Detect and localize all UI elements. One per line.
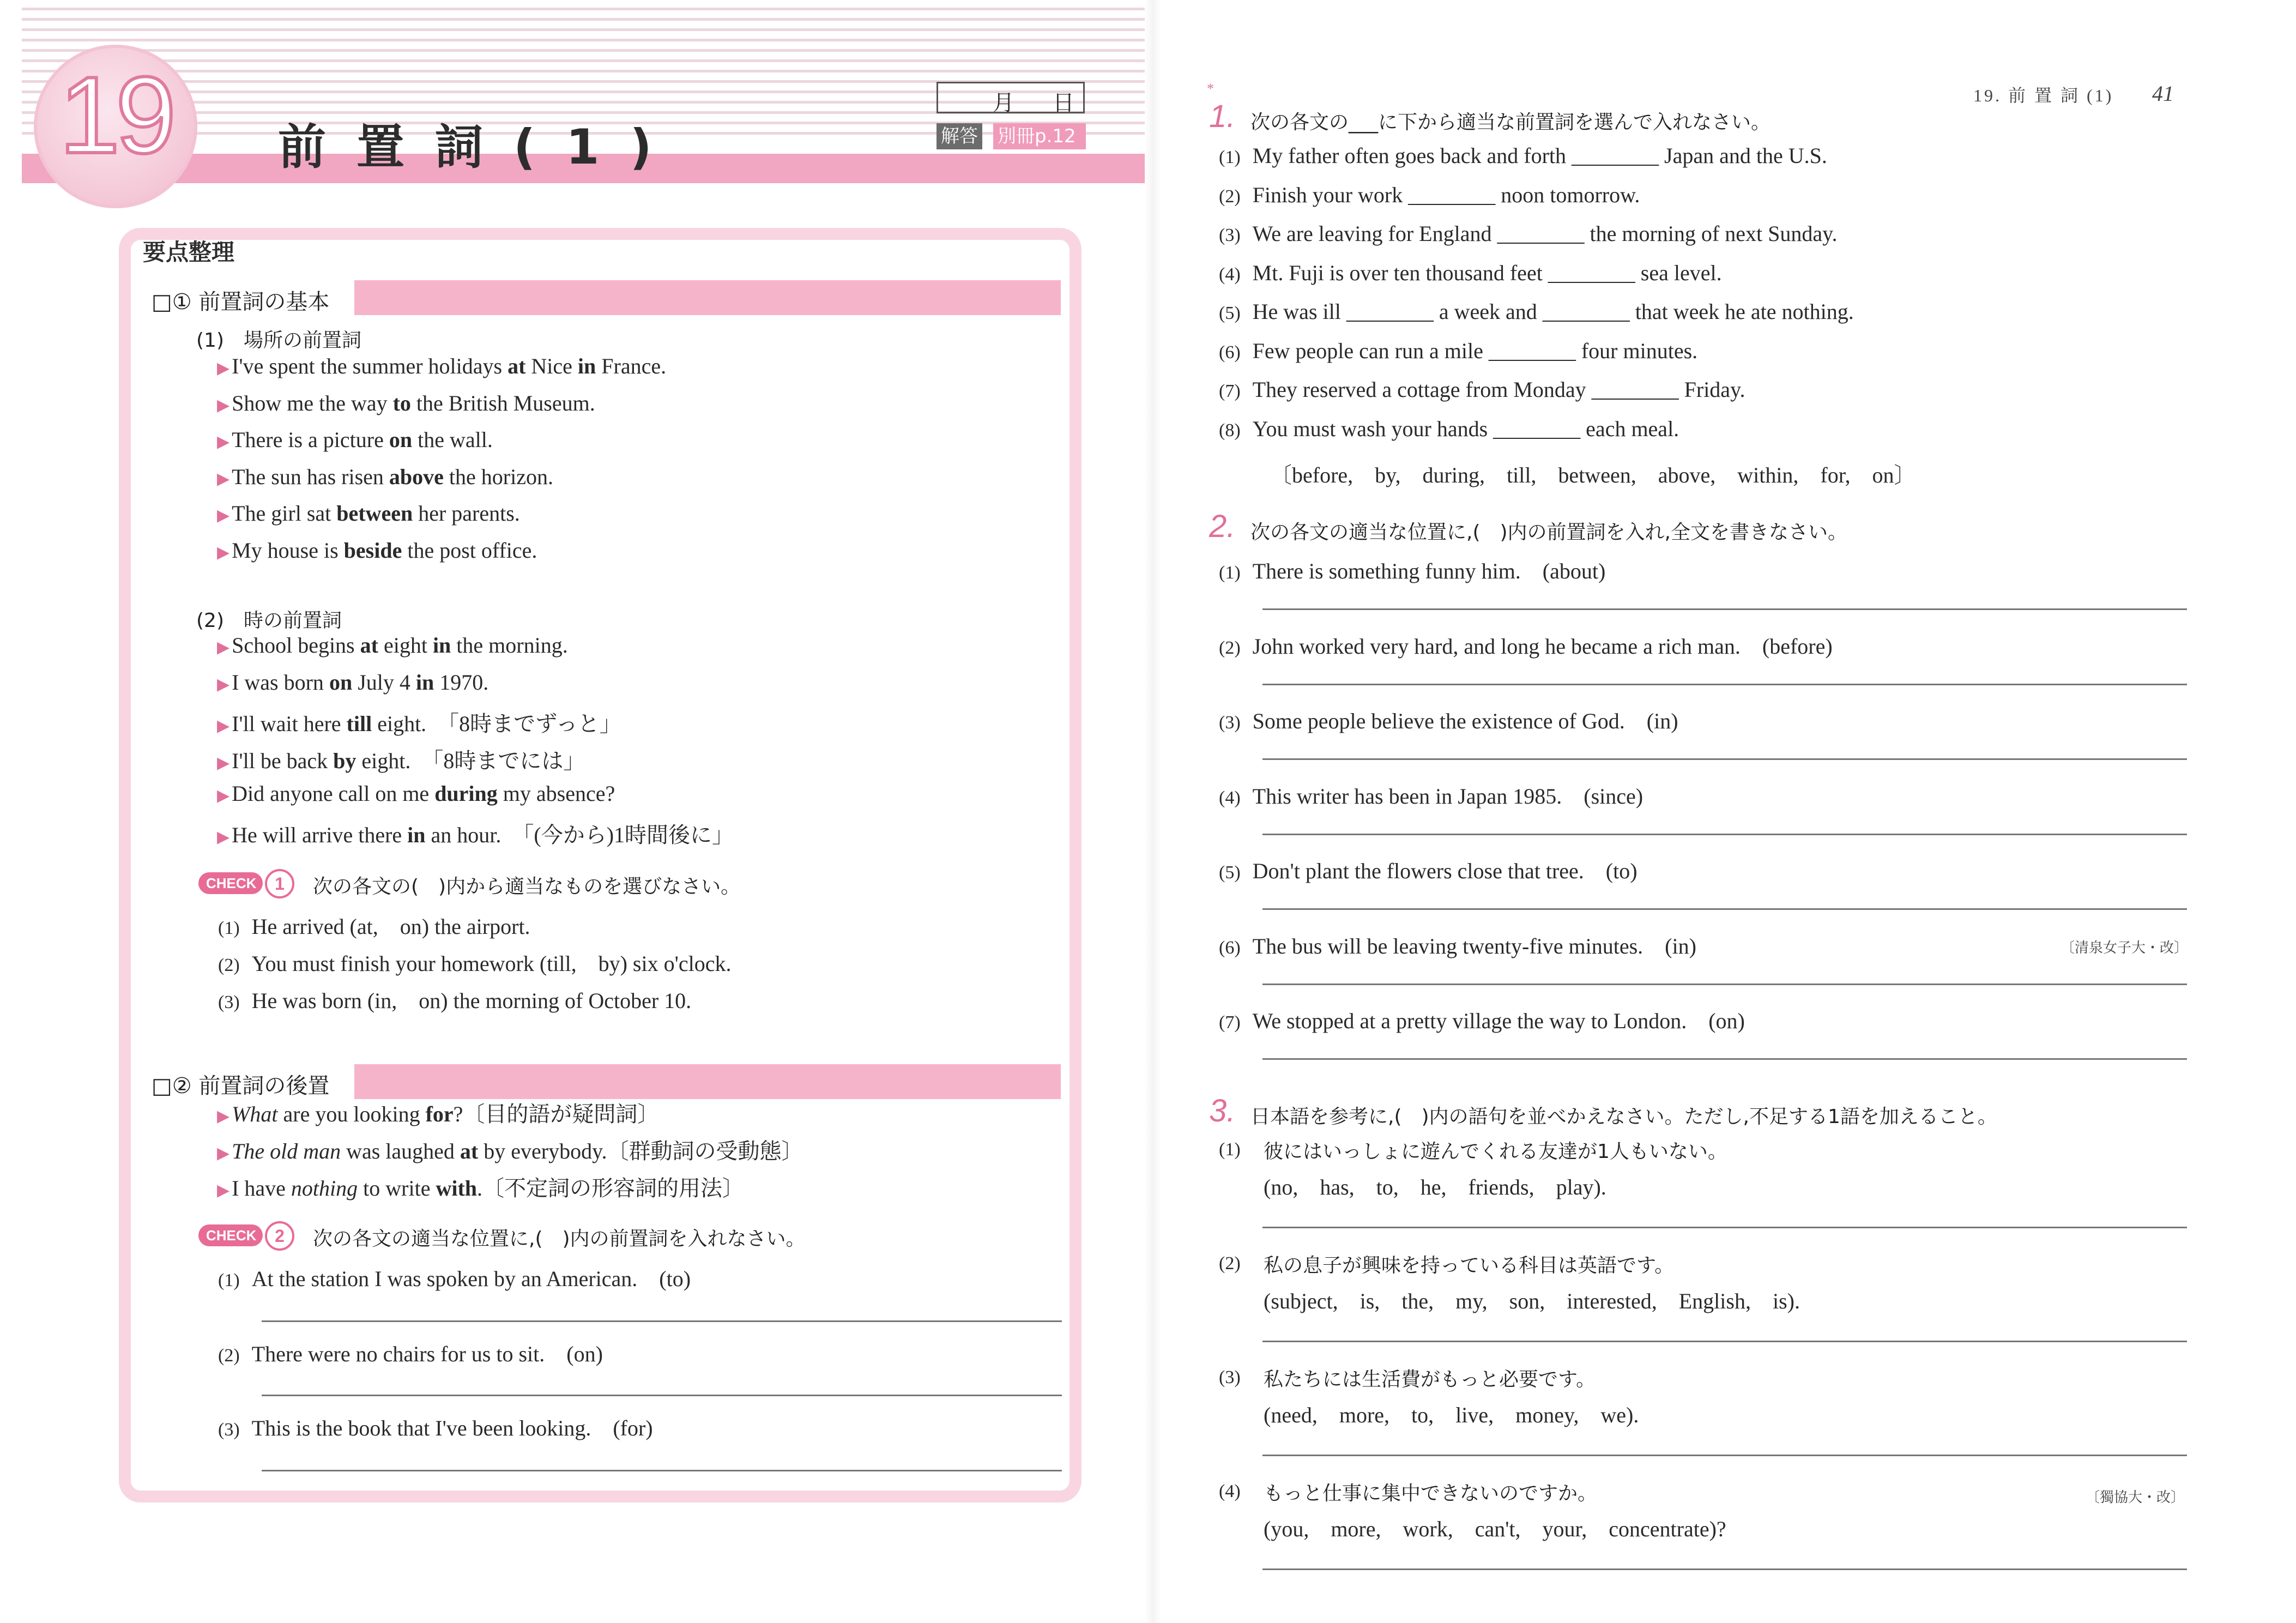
exercise-question: [1219, 854, 1638, 885]
question-text: We stopped at a pretty village the way to London. (on): [1252, 1009, 1745, 1033]
exercise-question: [1219, 1004, 1745, 1035]
question-text: He was born (in, on) the morning of October 10.: [251, 988, 692, 1013]
exercise-question: [1219, 221, 1837, 246]
chapter-title: 前置詞(1): [278, 119, 682, 175]
answer-line[interactable]: [1262, 908, 2187, 910]
section-label: □② 前置詞の後置: [152, 1073, 330, 1099]
sentence-text: .〔不定詞の形容詞的用法〕: [477, 1176, 745, 1200]
bullet-triangle-icon: ▶: [217, 787, 230, 805]
answer-ref: 別冊p.12: [993, 123, 1086, 149]
answer-line[interactable]: [1262, 608, 2187, 610]
question-number: (2): [218, 1346, 240, 1366]
bullet-triangle-icon: ▶: [217, 675, 230, 693]
japanese-prompt: もっと仕事に集中できないのですか。: [1264, 1482, 1598, 1505]
sentence-text: Nice: [525, 354, 578, 378]
exercise-question: [1219, 299, 1854, 324]
answer-label: 解答: [936, 123, 982, 149]
summary-heading: 要点整理: [143, 239, 235, 266]
check-question: [218, 1262, 691, 1293]
exercise-question: [1219, 416, 1679, 442]
date-day: 日: [1053, 90, 1074, 116]
exercise-question: [1219, 338, 1697, 364]
sentence-text: the wall.: [412, 427, 493, 452]
question-number: (1): [218, 1270, 240, 1290]
check-number: 1: [265, 869, 294, 898]
question-number: (2): [1219, 1253, 1241, 1274]
question-number: (5): [1219, 862, 1241, 883]
page-gutter: [1145, 0, 1161, 1623]
sentence-text: The sun has risen: [232, 464, 389, 489]
exercise-question: [1219, 929, 1696, 960]
example-sentence: [217, 1134, 803, 1165]
sentence-text: I'll be back: [232, 749, 334, 773]
sentence-text: the British Museum.: [410, 390, 595, 415]
emphasized-word: above: [389, 464, 444, 489]
emphasized-word: till: [346, 711, 372, 736]
subsection-heading: (2) 時の前置詞: [196, 610, 342, 632]
emphasized-word: to: [392, 390, 411, 415]
exercise-question: [1219, 1249, 1253, 1275]
bullet-triangle-icon: ▶: [217, 1181, 230, 1199]
sentence-text: to write: [358, 1176, 436, 1200]
question-number: (2): [1219, 637, 1241, 658]
answer-line[interactable]: [262, 1320, 1062, 1322]
summary-box: [119, 228, 1081, 1503]
emphasized-word: with: [436, 1176, 478, 1200]
check-badge: CHECK: [198, 872, 263, 894]
exercise-question: [1219, 260, 1722, 286]
bullet-triangle-icon: ▶: [217, 506, 230, 524]
sentence-text: are you looking: [277, 1102, 426, 1126]
example-sentence: [217, 1171, 744, 1202]
sentence-text: Did anyone call on me: [232, 781, 435, 806]
check-question: [218, 1337, 603, 1368]
example-sentence: [217, 632, 568, 658]
bullet-triangle-icon: ▶: [217, 433, 230, 451]
page-number: 41: [2152, 81, 2174, 106]
question-text: He was ill ________ a week and ________ that week he ate nothing.: [1252, 299, 1854, 324]
question-text: At the station I was spoken by an American. (to): [251, 1266, 691, 1291]
source-citation: 〔清泉女子大・改〕: [2061, 940, 2189, 956]
word-list: (need, more, to, live, money, we).: [1264, 1403, 1639, 1427]
question-text: John worked very hard, and long he became a rich man. (before): [1252, 633, 1833, 659]
emphasized-word: on: [329, 670, 353, 695]
sentence-text: my absence?: [497, 781, 615, 806]
question-number: (2): [1219, 186, 1241, 207]
sentence-text: eight. 「8時までずっと」: [372, 711, 621, 736]
question-number: (3): [1219, 713, 1241, 733]
exercise-number: 3.: [1209, 1093, 1236, 1129]
sentence-text: eight: [378, 633, 433, 657]
answer-line[interactable]: [1262, 1455, 2187, 1456]
question-number: (1): [1219, 563, 1241, 583]
exercise-question: [1219, 554, 1605, 585]
answer-line[interactable]: [262, 1470, 1062, 1471]
question-text: Few people can run a mile ________ four minutes.: [1252, 338, 1698, 363]
choice-list: 〔before, by, during, till, between, above, within, for, on〕: [1270, 463, 1916, 487]
section-label: □① 前置詞の基本: [152, 289, 330, 315]
sentence-text: I'll wait here: [232, 711, 347, 736]
exercise-question: [1219, 143, 1827, 168]
italic-phrase: nothing: [291, 1176, 358, 1200]
bullet-triangle-icon: ▶: [217, 396, 230, 414]
question-number: (6): [1219, 342, 1241, 363]
example-sentence: [217, 818, 734, 849]
japanese-prompt: 私の息子が興味を持っている科目は英語です。: [1264, 1254, 1675, 1277]
exercise-question: [1219, 629, 1833, 660]
question-number: (3): [1219, 225, 1241, 245]
question-text: He arrived (at, on) the airport.: [251, 914, 530, 939]
question-number: (2): [218, 955, 240, 975]
bullet-triangle-icon: ▶: [217, 717, 230, 735]
question-text: This writer has been in Japan 1985. (since): [1252, 783, 1644, 809]
sentence-text: was laughed: [341, 1139, 460, 1163]
emphasized-word: at: [360, 633, 378, 657]
check-question: [218, 1411, 653, 1442]
difficulty-star: *: [1207, 81, 1214, 96]
answer-line[interactable]: [1262, 834, 2187, 835]
emphasized-word: at: [507, 354, 526, 378]
question-number: (7): [1219, 1012, 1241, 1033]
sentence-text: My house is: [232, 538, 344, 563]
bullet-triangle-icon: ▶: [217, 638, 230, 656]
answer-line[interactable]: [1262, 984, 2187, 985]
sentence-text: ?〔目的語が疑問詞〕: [453, 1102, 660, 1126]
emphasized-word: in: [432, 633, 451, 657]
exercise-instruction: 日本語を参考に,( )内の語句を並べかえなさい。ただし,不足する1語を加えること。: [1250, 1106, 1997, 1128]
bullet-triangle-icon: ▶: [217, 1144, 230, 1162]
question-number: (3): [1219, 1367, 1241, 1387]
exercise-question: [1219, 779, 1643, 810]
example-sentence: [217, 781, 615, 806]
question-number: (4): [1219, 264, 1241, 285]
japanese-prompt: 私たちには生活費がもっと必要です。: [1264, 1368, 1596, 1391]
emphasized-word: in: [577, 354, 596, 378]
japanese-prompt: 彼にはいっしょに遊んでくれる友達が1人もいない。: [1264, 1141, 1727, 1163]
sentence-text: There is a picture: [232, 427, 389, 452]
example-sentence: [217, 353, 666, 379]
answer-line[interactable]: [1262, 758, 2187, 760]
sentence-text: France.: [596, 354, 667, 378]
sentence-text: her parents.: [413, 501, 520, 526]
check-instruction: 次の各文の( )内から適当なものを選びなさい。: [313, 876, 741, 898]
bullet-triangle-icon: ▶: [217, 828, 230, 846]
question-text: Don't plant the flowers close that tree. (to): [1252, 859, 1638, 883]
exercise-question: [1219, 377, 1745, 402]
sentence-text: I've spent the summer holidays: [232, 354, 508, 378]
question-number: (4): [1219, 787, 1241, 808]
example-sentence: [217, 390, 595, 416]
example-sentence: [217, 669, 488, 695]
word-list: (subject, is, the, my, son, interested, English, is).: [1264, 1289, 1800, 1313]
question-text: They reserved a cottage from Monday ________ Friday.: [1252, 377, 1745, 402]
question-text: The bus will be leaving twenty-five minutes. (in): [1252, 933, 1696, 958]
emphasized-word: for: [425, 1102, 454, 1126]
sentence-text: School begins: [232, 633, 360, 657]
check-question: [218, 946, 731, 978]
emphasized-word: beside: [343, 538, 402, 563]
exercise-question: [1219, 182, 1640, 208]
sentence-text: 1970.: [434, 670, 489, 695]
date-box: [936, 82, 1085, 116]
running-header: 19. 前 置 詞 (1): [1973, 86, 2114, 105]
question-text: Mt. Fuji is over ten thousand feet ________ sea level.: [1252, 260, 1722, 285]
question-text: This is the book that I've been looking. (for): [251, 1416, 653, 1440]
question-number: (1): [1219, 1139, 1241, 1160]
italic-phrase: The old man: [232, 1139, 341, 1163]
answer-line[interactable]: [1262, 1568, 2187, 1570]
bullet-triangle-icon: ▶: [217, 543, 230, 562]
sentence-text: I was born: [232, 670, 329, 695]
check-question: [218, 909, 530, 940]
sentence-text: July 4: [352, 670, 416, 695]
exercise-question: [1219, 1135, 1253, 1161]
question-number: (5): [1219, 303, 1241, 323]
check-badge: CHECK: [198, 1224, 263, 1246]
word-list: (you, more, work, can't, your, concentrate)?: [1264, 1517, 1726, 1541]
answer-line[interactable]: [262, 1395, 1062, 1396]
answer-line[interactable]: [1262, 1227, 2187, 1228]
subsection-heading: (1) 場所の前置詞: [196, 329, 361, 352]
question-text: We are leaving for England ________ the morning of next Sunday.: [1252, 221, 1838, 246]
emphasized-word: on: [389, 427, 413, 452]
sentence-text: He will arrive there: [232, 823, 408, 847]
bullet-triangle-icon: ▶: [217, 469, 230, 488]
answer-line[interactable]: [1262, 684, 2187, 685]
bullet-triangle-icon: ▶: [217, 359, 230, 377]
example-sentence: [217, 427, 493, 452]
question-number: (1): [218, 918, 240, 938]
sentence-text: the post office.: [402, 538, 537, 563]
example-sentence: [217, 464, 553, 490]
answer-line[interactable]: [1262, 1058, 2187, 1060]
exercise-instruction: 次の各文の___に下から適当な前置詞を選んで入れなさい。: [1250, 111, 1771, 134]
exercise-question: [1219, 1477, 1253, 1503]
exercise-number: 2.: [1209, 509, 1236, 544]
question-text: There is something funny him. (about): [1252, 559, 1606, 583]
question-text: Finish your work ________ noon tomorrow.: [1252, 182, 1640, 207]
source-citation: 〔獨協大・改〕: [2086, 1489, 2185, 1506]
question-number: (8): [1219, 420, 1241, 441]
sentence-text: I have: [232, 1176, 291, 1200]
question-text: There were no chairs for us to sit. (on): [251, 1342, 603, 1366]
sentence-text: the morning.: [451, 633, 568, 657]
example-sentence: [217, 744, 585, 775]
bullet-triangle-icon: ▶: [217, 754, 230, 772]
exercise-question: [1219, 1363, 1253, 1389]
question-number: (7): [1219, 381, 1241, 401]
sentence-text: The girl sat: [232, 501, 337, 526]
sentence-text: Show me the way: [232, 390, 393, 415]
question-number: (3): [218, 992, 240, 1012]
question-text: Some people believe the existence of God. (in): [1252, 709, 1678, 733]
check-number: 2: [265, 1221, 294, 1251]
emphasized-word: by: [333, 749, 357, 773]
emphasized-word: during: [434, 781, 498, 806]
emphasized-word: in: [407, 823, 426, 847]
unit-number: 19: [59, 55, 172, 176]
question-number: (4): [1219, 1481, 1241, 1501]
word-list: (no, has, to, he, friends, play).: [1264, 1175, 1606, 1199]
bullet-triangle-icon: ▶: [217, 1107, 230, 1125]
sentence-text: the horizon.: [443, 464, 553, 489]
emphasized-word: in: [415, 670, 434, 695]
sentence-text: an hour. 「(今から)1時間後に」: [425, 823, 734, 847]
answer-line[interactable]: [1262, 1341, 2187, 1342]
example-sentence: [217, 1097, 659, 1128]
date-month: 月: [993, 90, 1014, 116]
question-text: You must wash your hands ________ each meal.: [1252, 416, 1679, 441]
question-text: You must finish your homework (till, by) six o'clock.: [251, 951, 732, 976]
question-text: My father often goes back and forth ________ Japan and the U.S.: [1252, 143, 1827, 168]
question-number: (1): [1219, 147, 1241, 167]
emphasized-word: at: [460, 1139, 479, 1163]
exercise-number: 1.: [1209, 99, 1236, 134]
sentence-text: by everybody.〔群動詞の受動態〕: [478, 1139, 803, 1163]
italic-phrase: What: [232, 1102, 278, 1126]
question-number: (3): [218, 1420, 240, 1440]
check-question: [218, 984, 691, 1015]
emphasized-word: between: [336, 501, 413, 526]
sentence-text: eight. 「8時までには」: [356, 749, 585, 773]
exercise-instruction: 次の各文の適当な位置に,( )内の前置詞を入れ,全文を書きなさい。: [1250, 521, 1847, 544]
question-number: (6): [1219, 937, 1241, 958]
example-sentence: [217, 707, 621, 738]
example-sentence: [217, 538, 537, 563]
exercise-question: [1219, 704, 1678, 735]
example-sentence: [217, 500, 520, 526]
check-instruction: 次の各文の適当な位置に,( )内の前置詞を入れなさい。: [313, 1228, 806, 1250]
